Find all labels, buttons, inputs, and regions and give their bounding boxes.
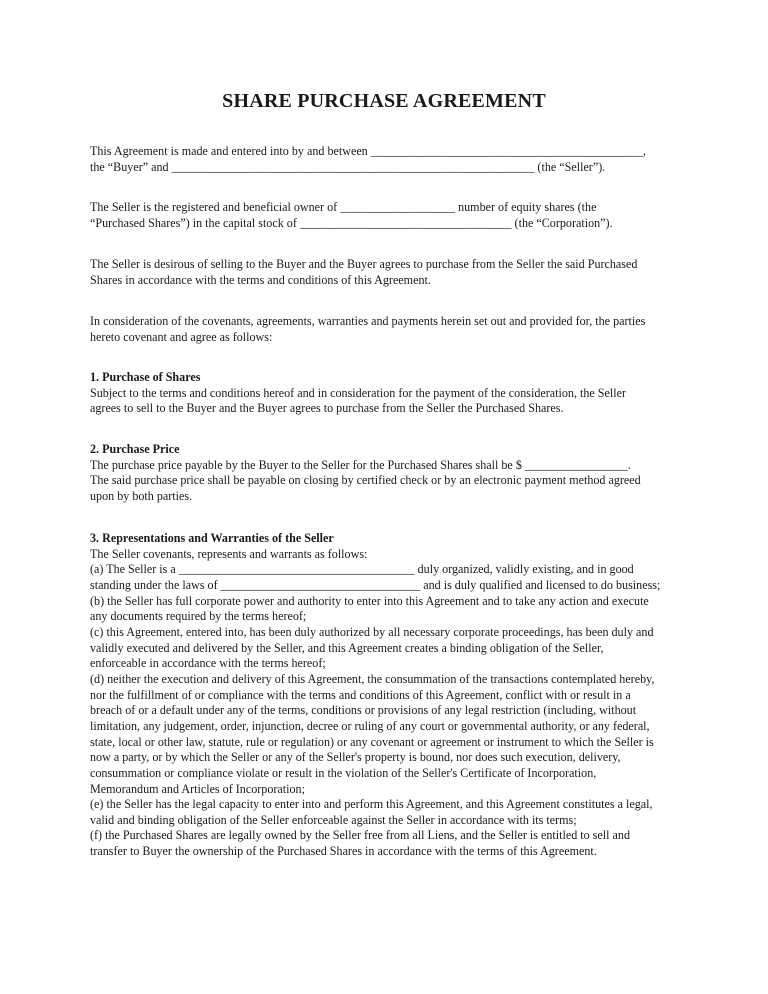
section-2: [90, 442, 690, 505]
paragraph-line: hereto covenant and agree as follows:: [90, 329, 273, 344]
section-line: enforceable in accordance with the terms hereof;: [90, 656, 326, 671]
paragraph-line: Shares in accordance with the terms and conditions of this Agreement.: [90, 272, 431, 287]
section-line: any documents required by the terms hereof;: [90, 609, 307, 624]
section-line: (f) the Purchased Shares are legally owned by the Seller free from all Liens, and the Seller is entitled to sell and: [90, 828, 631, 843]
document-title: SHARE PURCHASE AGREEMENT: [222, 90, 546, 112]
intro-paragraph: [90, 257, 690, 288]
section-3: [90, 531, 690, 860]
paragraph-line: “Purchased Shares”) in the capital stock of ___________________________________ (the “Corporation”).: [90, 215, 613, 230]
paragraph-line: the “Buyer” and ____________________________________________________________ (the “Seller”).: [90, 159, 606, 174]
section-line: agrees to sell to the Buyer and the Buyer agrees to purchase from the Seller the Purchased Shares.: [90, 401, 564, 416]
section-line: valid and binding obligation of the Seller enforceable against the Seller in accordance with its terms;: [90, 812, 577, 827]
section-line: The purchase price payable by the Buyer to the Seller for the Purchased Shares shall be $ _________________.: [90, 457, 631, 472]
section-line: The said purchase price shall be payable on closing by certified check or by an electronic payment method agreed: [90, 473, 641, 488]
section-line: transfer to Buyer the ownership of the Purchased Shares in accordance with the terms of this Agreement.: [90, 844, 597, 859]
section-line: (a) The Seller is a _______________________________________ duly organized, validly existing, and in good: [90, 562, 634, 577]
section-line: limitation, any judgement, order, injunction, decree or ruling of any court or governmental authority, or any federal,: [90, 718, 650, 733]
section-line: validly executed and delivered by the Seller, and this Agreement creates a binding obligation of the Seller,: [90, 640, 604, 655]
section-line: standing under the laws of _________________________________ and is duly qualified and licensed to do business;: [90, 577, 661, 592]
section-heading: 2. Purchase Price: [90, 442, 180, 456]
section-heading: 1. Purchase of Shares: [90, 370, 201, 384]
section-line: Subject to the terms and conditions hereof and in consideration for the payment of the consideration, the Seller: [90, 385, 627, 400]
paragraph-line: This Agreement is made and entered into by and between _____________________________________________,: [90, 144, 646, 158]
section-line: now a party, or by which the Seller or any of the Seller's property is bound, nor does such execution, delivery,: [90, 750, 621, 765]
section-line: upon by both parties.: [90, 488, 193, 503]
intro-paragraph: [90, 314, 690, 345]
paragraph-line: The Seller is desirous of selling to the Buyer and the Buyer agrees to purchase from the Seller the said Purchased: [90, 257, 638, 271]
section-heading: 3. Representations and Warranties of the Seller: [90, 531, 334, 545]
section-line: (c) this Agreement, entered into, has been duly authorized by all necessary corporate proceedings, has been duly and: [90, 624, 654, 639]
intro-paragraph: [90, 144, 690, 175]
section-line: state, local or other law, statute, rule or regulation) or any covenant or agreement or instrument to which the Seller is: [90, 734, 654, 749]
section-line: nor the fulfillment of or compliance with the terms and conditions of this Agreement, conflict with or result in a: [90, 687, 631, 702]
section-line: (b) the Seller has full corporate power and authority to enter into this Agreement and to take any action and execute: [90, 593, 649, 608]
section-line: consummation or compliance violate or result in the violation of the Seller's Certificate of Incorporation,: [90, 765, 597, 780]
intro-paragraph: [90, 200, 690, 231]
section-line: (e) the Seller has the legal capacity to enter into and perform this Agreement, and this Agreement constitutes a legal,: [90, 797, 653, 812]
section-line: breach of or a default under any of the terms, conditions or provisions of any legal restriction (including, without: [90, 703, 637, 718]
section-1: [90, 370, 690, 417]
section-line: Memorandum and Articles of Incorporation;: [90, 781, 305, 796]
paragraph-line: The Seller is the registered and beneficial owner of ___________________ number of equity shares (the: [90, 200, 597, 214]
section-line: (d) neither the execution and delivery of this Agreement, the consummation of the transactions contemplated hereby,: [90, 671, 655, 686]
paragraph-line: In consideration of the covenants, agreements, warranties and payments herein set out and provided for, the parties: [90, 314, 646, 328]
section-line: The Seller covenants, represents and warrants as follows:: [90, 546, 368, 561]
